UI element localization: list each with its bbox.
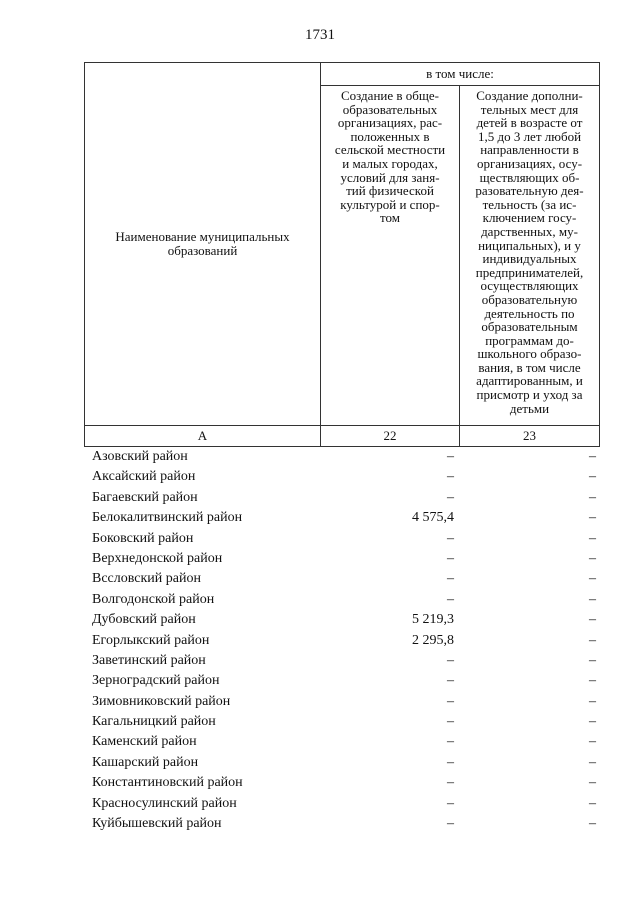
municipality-name: Дубовский район: [92, 612, 196, 628]
value-col-23: –: [589, 489, 596, 505]
value-col-23: –: [589, 530, 596, 546]
value-col-22: –: [447, 673, 454, 689]
value-col-23: –: [589, 571, 596, 587]
page-number: 1731: [305, 27, 335, 43]
table-row: [92, 529, 596, 549]
table-row: [92, 447, 596, 467]
municipality-name: Константиновский район: [92, 775, 243, 791]
index-a: А: [85, 426, 321, 447]
table-row: [92, 569, 596, 589]
value-col-22: –: [447, 795, 454, 811]
municipality-name: Заветинский район: [92, 652, 206, 668]
table-row: [92, 651, 596, 671]
municipality-name: Аксайский район: [92, 469, 196, 485]
table-row: [92, 590, 596, 610]
municipality-name: Красносулинский район: [92, 795, 237, 811]
table-row: [92, 732, 596, 752]
value-col-22: –: [447, 571, 454, 587]
municipality-name: Боковский район: [92, 530, 194, 546]
value-col-22: 5 219,3: [412, 612, 454, 628]
value-col-22: –: [447, 591, 454, 607]
municipality-name: Багаевский район: [92, 489, 198, 505]
table-row: [92, 549, 596, 569]
table-row: [92, 610, 596, 630]
table-row: [92, 692, 596, 712]
value-col-22: –: [447, 469, 454, 485]
value-col-22: –: [447, 489, 454, 505]
value-col-23: –: [589, 652, 596, 668]
municipality-name: Зимовниковский район: [92, 693, 231, 709]
table-row: [92, 488, 596, 508]
value-col-23: –: [589, 734, 596, 750]
table-row: [92, 794, 596, 814]
municipality-name: Волгодонской район: [92, 591, 215, 607]
value-col-23: –: [589, 795, 596, 811]
table-header: [84, 62, 600, 447]
table-row: [92, 773, 596, 793]
value-col-23: –: [589, 612, 596, 628]
value-col-22: –: [447, 652, 454, 668]
value-col-22: –: [447, 530, 454, 546]
value-col-23: –: [589, 816, 596, 832]
column-22-header: Создание в обще- образовательных организациях, рас- положенных в сельской местности и малых городах, условий для заня- тий физической культурой и спор- том: [321, 86, 460, 426]
index-23: 23: [460, 426, 600, 447]
value-col-22: –: [447, 816, 454, 832]
table-body: [92, 447, 596, 834]
municipality-name: Белокалитвинский район: [92, 510, 243, 526]
value-col-23: –: [589, 693, 596, 709]
municipality-name: Каменский район: [92, 734, 197, 750]
value-col-23: –: [589, 632, 596, 648]
index-22: 22: [321, 426, 460, 447]
municipality-name: Вссловский район: [92, 571, 201, 587]
value-col-23: –: [589, 714, 596, 730]
table-row: [92, 671, 596, 691]
table-row: [92, 814, 596, 834]
municipality-name: Азовский район: [92, 449, 188, 464]
value-col-23: –: [589, 510, 596, 526]
value-col-23: –: [589, 673, 596, 689]
value-col-22: –: [447, 714, 454, 730]
value-col-23: –: [589, 591, 596, 607]
municipality-name-header: Наименование муниципальных образований: [85, 63, 321, 426]
column-23-header: Создание дополни- тельных мест для детей в возрасте от 1,5 до 3 лет любой направленности в организациях, осу- ществляющих об- разовательную дея- тельность (за ис- ключением госу- дарственных, му- ниципальных), и у индивидуальных предпринимателей, осуществляющих образовательную деятельность по образовательным программам до- школьного образо- вания, в том числе адаптированным, и присмотр и уход за детьми: [460, 86, 600, 426]
value-col-23: –: [589, 550, 596, 566]
table-row: [92, 712, 596, 732]
municipality-name: Кашарский район: [92, 754, 199, 770]
value-col-22: –: [447, 734, 454, 750]
value-col-23: –: [589, 775, 596, 791]
value-col-23: –: [589, 469, 596, 485]
value-col-23: –: [589, 449, 596, 464]
value-col-22: –: [447, 449, 454, 464]
group-header: в том числе:: [321, 63, 600, 86]
value-col-22: –: [447, 550, 454, 566]
value-col-22: –: [447, 775, 454, 791]
value-col-22: 4 575,4: [412, 510, 454, 526]
value-col-22: 2 295,8: [412, 632, 454, 648]
value-col-22: –: [447, 693, 454, 709]
value-col-23: –: [589, 754, 596, 770]
municipality-name: Зерноградский район: [92, 673, 220, 689]
value-col-22: –: [447, 754, 454, 770]
table-row: [92, 631, 596, 651]
municipality-name: Кагальницкий район: [92, 714, 216, 730]
municipality-name: Верхнедонской район: [92, 550, 223, 566]
table-row: [92, 508, 596, 528]
table-row: [92, 753, 596, 773]
municipality-name: Куйбышевский район: [92, 816, 222, 832]
table-row: [92, 467, 596, 487]
municipality-name: Егорлыкский район: [92, 632, 210, 648]
